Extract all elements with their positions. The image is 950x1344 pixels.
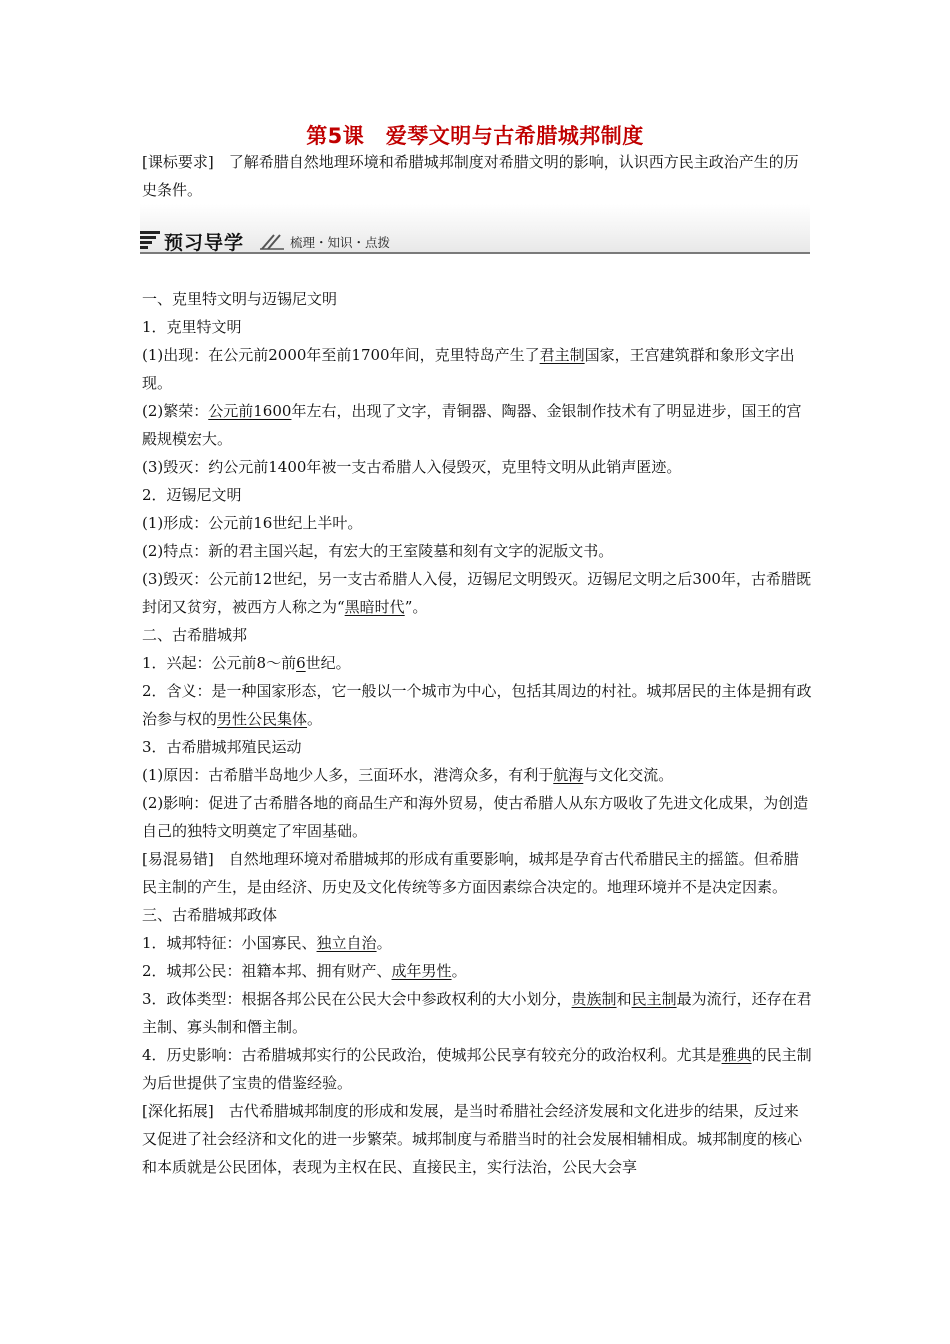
note-tag: [易混易错] xyxy=(142,850,214,868)
paragraph: (1)出现：在公元前2000年至前1700年间，克里特岛产生了君主制国家，王宫建筑群和象形文字出现。 xyxy=(142,346,795,392)
paragraph: 1．兴起：公元前8～前6世纪。 xyxy=(142,654,351,672)
banner-subtitle: 梳理・知识・点拨 xyxy=(290,235,391,250)
blank-answer: 君主制 xyxy=(539,346,585,364)
paragraph: 3．政体类型：根据各邦公民在公民大会中参政权利的大小划分，贵族制和民主制最为流行，还存在君主制、寡头制和僭主制。 xyxy=(142,990,812,1036)
document-body xyxy=(142,285,812,1181)
paragraph: (2)繁荣：公元前1600年左右，出现了文字，青铜器、陶器、金银制作技术有了明显进步，国王的宫殿规模宏大。 xyxy=(142,402,802,448)
paragraph: 4．历史影响：古希腊城邦实行的公民政治，使城邦公民享有较充分的政治权利。尤其是雅典的民主制为后世提供了宝贵的借鉴经验。 xyxy=(142,1046,812,1092)
blank-answer: 6 xyxy=(296,654,306,672)
note-deepening: [深化拓展] 古代希腊城邦制度的形成和发展，是当时希腊社会经济发展和文化进步的结果，反过来又促进了社会经济和文化的进一步繁荣。城邦制度与希腊当时的社会发展相辅相成。城邦制度的核心和本质就是公民团体，表现为主权在民、直接民主，实行法治，公民大会享 xyxy=(142,1102,803,1176)
subheading-crete: 1．克里特文明 xyxy=(142,318,242,336)
paragraph: (3)毁灭：约公元前1400年被一支古希腊人入侵毁灭，克里特文明从此销声匿迹。 xyxy=(142,458,682,476)
blank-answer: 男性公民集体 xyxy=(217,710,308,728)
paragraph: (2)影响：促进了古希腊各地的商品生产和海外贸易，使古希腊人从东方吸收了先进文化成果，为创造自己的独特文明奠定了牢固基础。 xyxy=(142,794,809,840)
requirement-tag: [课标要求] xyxy=(142,153,214,171)
section-heading-3: 三、古希腊城邦政体 xyxy=(142,906,278,924)
note-common-mistakes: [易混易错] 自然地理环境对希腊城邦的形成有重要影响，城邦是孕育古代希腊民主的摇篮。但希腊民主制的产生，是由经济、历史及文化传统等多方面因素综合决定的。地理环境并不是决定因素。 xyxy=(142,850,799,896)
note-tag: [深化拓展] xyxy=(142,1102,214,1120)
blank-answer: 黑暗时代 xyxy=(344,598,405,616)
slash-decoration-icon xyxy=(260,232,284,250)
curriculum-requirement xyxy=(142,148,812,204)
section-heading-1: 一、克里特文明与迈锡尼文明 xyxy=(142,290,338,308)
paragraph: 1．城邦特征：小国寡民、独立自治。 xyxy=(142,934,392,952)
stripes-icon xyxy=(140,230,162,250)
requirement-text: 了解希腊自然地理环境和希腊城邦制度对希腊文明的影响，认识西方民主政治产生的历史条件。 xyxy=(142,153,799,199)
paragraph: 3．古希腊城邦殖民运动 xyxy=(142,738,302,756)
blank-answer: 民主制 xyxy=(631,990,677,1008)
paragraph: 2．城邦公民：祖籍本邦、拥有财产、成年男性。 xyxy=(142,962,467,980)
section-heading-2: 二、古希腊城邦 xyxy=(142,626,248,644)
subheading-mycenae: 2．迈锡尼文明 xyxy=(142,486,242,504)
blank-answer: 成年男性 xyxy=(391,962,452,980)
section-banner xyxy=(140,204,810,254)
blank-answer: 独立自治 xyxy=(316,934,377,952)
paragraph: (2)特点：新的君主国兴起，有宏大的王室陵墓和刻有文字的泥版文书。 xyxy=(142,542,614,560)
paragraph: (1)原因：古希腊半岛地少人多，三面环水，港湾众多，有利于航海与文化交流。 xyxy=(142,766,674,784)
lesson-title: 第5课 爱琴文明与古希腊城邦制度 xyxy=(306,124,644,148)
blank-answer: 贵族制 xyxy=(571,990,617,1008)
paragraph: (1)形成：公元前16世纪上半叶。 xyxy=(142,514,363,532)
blank-answer: 公元前1600 xyxy=(208,402,292,420)
blank-answer: 航海 xyxy=(553,766,584,784)
blank-answer: 雅典 xyxy=(721,1046,752,1064)
paragraph: (3)毁灭：公元前12世纪，另一支古希腊人入侵，迈锡尼文明毁灭。迈锡尼文明之后300年，古希腊既封闭又贫穷，被西方人称之为“黑暗时代”。 xyxy=(142,570,811,616)
banner-title: 预习导学 xyxy=(164,232,245,254)
paragraph: 2．含义：是一种国家形态，它一般以一个城市为中心，包括其周边的村社。城邦居民的主体是拥有政治参与权的男性公民集体。 xyxy=(142,682,812,728)
